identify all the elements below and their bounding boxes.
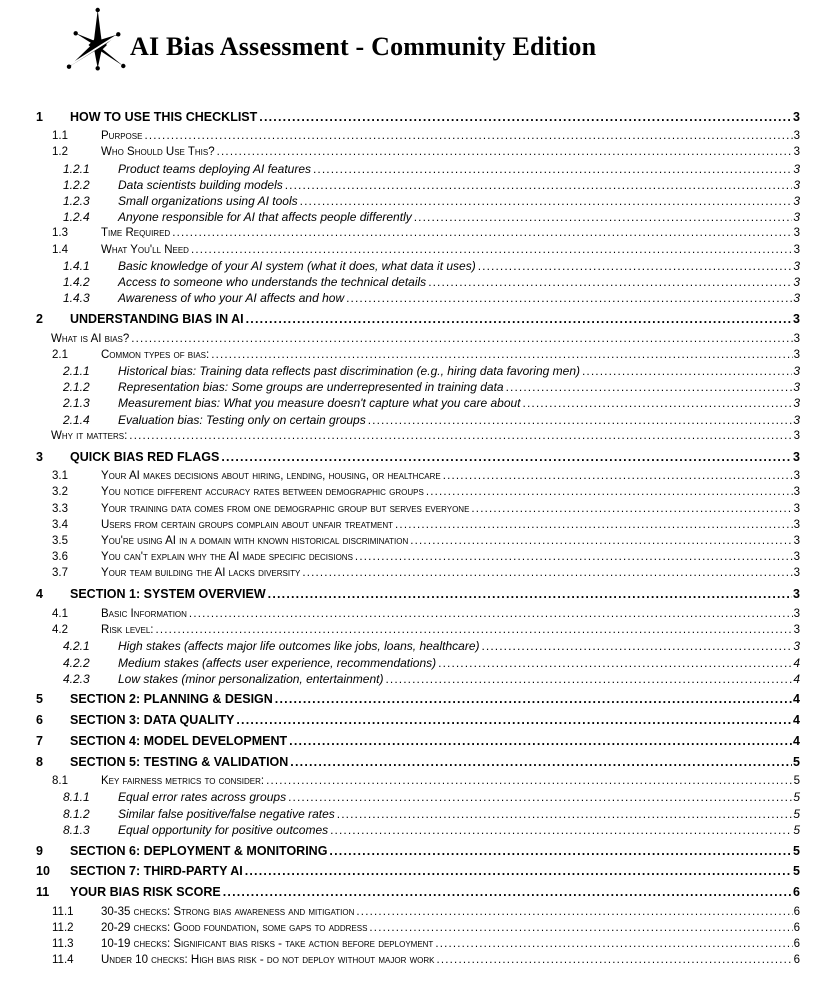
page-number: 3	[793, 486, 800, 499]
leader-dots	[428, 274, 792, 290]
page-number: 3	[793, 364, 800, 379]
document-title: AI Bias Assessment - Community Edition	[130, 32, 597, 61]
toc-entry-title: Equal error rates across groups	[118, 790, 287, 805]
page-number: 3	[793, 146, 800, 159]
toc-entry-number: 2.1.4	[63, 412, 90, 427]
toc-entry[interactable]	[0, 379, 828, 395]
toc-entry[interactable]	[0, 144, 828, 160]
toc-entry-title: Historical bias: Training data reflects past discrimination (e.g., hiring data favoring men)	[118, 364, 580, 379]
page-number: 5	[793, 806, 800, 821]
toc-entry-number: 1	[36, 109, 43, 124]
toc-entry-title: What You'll Need	[101, 243, 189, 256]
toc-entry-title: Access to someone who understands the technical details	[118, 275, 427, 290]
toc-entry-number: 2	[36, 311, 43, 326]
toc-entry-number: 8.1.3	[63, 822, 90, 837]
toc-entry-title: Representation bias: Some groups are underrepresented in training data	[118, 380, 504, 395]
toc-entry-number: 8	[36, 754, 43, 769]
toc-entry[interactable]	[0, 428, 828, 444]
page-number: 3	[793, 380, 800, 395]
toc-entry[interactable]	[0, 884, 828, 900]
leader-dots	[410, 533, 792, 549]
toc-entry-number: 8.1.2	[63, 806, 90, 821]
toc-entry[interactable]	[0, 395, 828, 411]
leader-dots	[385, 671, 792, 687]
leader-dots	[246, 311, 792, 327]
toc-entry-title: Purpose	[101, 130, 143, 143]
leader-dots	[438, 655, 792, 671]
page-number: 3	[793, 502, 800, 515]
toc-entry[interactable]	[0, 311, 828, 327]
toc-entry-title: Why it matters:	[51, 429, 128, 442]
toc-entry-number: 1.4	[52, 243, 68, 256]
toc-entry-number: 3.5	[52, 535, 68, 548]
leader-dots	[506, 379, 793, 395]
toc-entry-title: Similar false positive/false negative rates	[118, 806, 335, 821]
toc-entry-title: SECTION 7: THIRD-PARTY AI	[70, 864, 243, 879]
toc-entry-title: UNDERSTANDING BIAS IN AI	[70, 311, 244, 326]
toc-entry-number: 8.1.1	[63, 790, 90, 805]
toc-entry-number: 4.2.3	[63, 671, 90, 686]
page-number: 6	[793, 921, 800, 934]
toc-entry[interactable]	[0, 517, 828, 533]
page-number: 3	[793, 535, 800, 548]
page-number: 3	[793, 607, 800, 620]
leader-dots	[302, 565, 792, 581]
leader-dots	[356, 904, 792, 920]
leader-dots	[300, 193, 793, 209]
page-number: 3	[793, 429, 800, 442]
toc-entry[interactable]	[0, 904, 828, 920]
toc-entry-number: 11.2	[52, 921, 74, 934]
toc-entry[interactable]	[0, 331, 828, 347]
page-number: 3	[793, 227, 800, 240]
leader-dots	[131, 331, 792, 347]
toc-entry-number: 1.2.4	[63, 210, 90, 225]
toc-entry[interactable]	[0, 412, 828, 428]
toc-entry[interactable]	[0, 128, 828, 144]
toc-entry-number: 4.2.1	[63, 639, 90, 654]
toc-entry-number: 11.4	[52, 954, 74, 967]
toc-entry-title: 30-35 checks: Strong bias awareness and mitigation	[101, 905, 355, 918]
toc-entry[interactable]	[0, 586, 828, 602]
toc-entry-title: High stakes (affects major life outcomes like jobs, loans, healthcare)	[118, 639, 480, 654]
toc-entry-title: Your AI makes decisions about hiring, lending, housing, or healthcare	[101, 470, 441, 483]
toc-entry[interactable]	[0, 565, 828, 581]
toc-entry-title: Data scientists building models	[118, 177, 283, 192]
page-number: 3	[793, 130, 800, 143]
leader-dots	[288, 789, 792, 805]
toc-entry-title: Your team building the AI lacks diversity	[101, 567, 301, 580]
toc-entry[interactable]	[0, 806, 828, 822]
leader-dots	[268, 586, 792, 602]
toc-entry-number: 1.4.3	[63, 291, 90, 306]
page-number: 3	[793, 639, 800, 654]
toc-entry-title: QUICK BIAS RED FLAGS	[70, 449, 220, 464]
page-number: 4	[793, 655, 800, 670]
page-number: 3	[793, 470, 800, 483]
toc-entry-number: 1.2.1	[63, 161, 90, 176]
toc-entry-title: Evaluation bias: Testing only on certain groups	[118, 412, 366, 427]
leader-dots	[245, 863, 792, 879]
page-number: 3	[793, 396, 800, 411]
page-number: 4	[793, 733, 800, 748]
page-number: 3	[793, 449, 800, 464]
toc-entry-number: 2.1.2	[63, 380, 90, 395]
page-number: 5	[793, 864, 800, 879]
toc-entry-number: 6	[36, 713, 43, 728]
toc-entry[interactable]	[0, 161, 828, 177]
leader-dots	[223, 884, 792, 900]
page-number: 6	[793, 884, 800, 899]
page-number: 3	[793, 161, 800, 176]
page-number: 6	[793, 954, 800, 967]
leader-dots	[275, 691, 792, 707]
page-number: 4	[793, 671, 800, 686]
toc-entry-title: YOUR BIAS RISK SCORE	[70, 884, 221, 899]
toc-entry-title: SECTION 6: DEPLOYMENT & MONITORING	[70, 843, 328, 858]
toc-entry[interactable]	[0, 484, 828, 500]
toc-entry-title: Who Should Use This?	[101, 146, 215, 159]
toc-entry-number: 5	[36, 692, 43, 707]
leader-dots	[189, 606, 793, 622]
toc-entry[interactable]	[0, 363, 828, 379]
toc-entry-number: 3.7	[52, 567, 68, 580]
toc-entry-title: SECTION 2: PLANNING & DESIGN	[70, 692, 273, 707]
leader-dots	[329, 843, 792, 859]
table-of-contents	[0, 104, 828, 968]
leader-dots	[289, 733, 792, 749]
toc-entry[interactable]	[0, 468, 828, 484]
toc-entry-title: 20-29 checks: Good foundation, some gaps to address	[101, 921, 368, 934]
toc-entry-number: 1.2.3	[63, 194, 90, 209]
toc-entry[interactable]	[0, 177, 828, 193]
leader-dots	[435, 936, 792, 952]
toc-entry-number: 4.2	[52, 624, 68, 637]
page-number: 3	[793, 243, 800, 256]
toc-entry-title: SECTION 1: SYSTEM OVERVIEW	[70, 587, 266, 602]
toc-entry-title: You notice different accuracy rates between demographic groups	[101, 486, 424, 499]
page-number: 6	[793, 905, 800, 918]
toc-entry[interactable]	[0, 936, 828, 952]
toc-entry-title: Medium stakes (affects user experience, recommendations)	[118, 655, 437, 670]
toc-entry-number: 10	[36, 864, 50, 879]
toc-entry-title: You can't explain why the AI made specific decisions	[101, 551, 353, 564]
toc-entry-number: 3.4	[52, 518, 68, 531]
toc-entry-title: Users from certain groups complain about unfair treatment	[101, 518, 394, 531]
toc-entry[interactable]	[0, 691, 828, 707]
leader-dots	[395, 517, 793, 533]
page-number: 3	[793, 624, 800, 637]
toc-entry-title: SECTION 4: MODEL DEVELOPMENT	[70, 733, 288, 748]
leader-dots	[266, 773, 793, 789]
toc-entry[interactable]	[0, 501, 828, 517]
toc-entry[interactable]	[0, 952, 828, 968]
toc-entry[interactable]	[0, 209, 828, 225]
leader-dots	[414, 209, 793, 225]
leader-dots	[337, 806, 793, 822]
toc-entry[interactable]	[0, 193, 828, 209]
leader-dots	[191, 242, 793, 258]
toc-entry-number: 2.1.1	[63, 364, 90, 379]
toc-entry-number: 3.3	[52, 502, 68, 515]
leader-dots	[582, 363, 792, 379]
page-number: 3	[793, 348, 800, 361]
toc-entry-title: Anyone responsible for AI that affects people differently	[118, 210, 412, 225]
page-number: 3	[793, 587, 800, 602]
page-number: 4	[793, 713, 800, 728]
toc-entry-title: You're using AI in a domain with known historical discrimination	[101, 535, 409, 548]
toc-entry[interactable]	[0, 789, 828, 805]
toc-entry[interactable]	[0, 606, 828, 622]
page-number: 5	[793, 843, 800, 858]
leader-dots	[471, 501, 792, 517]
toc-entry[interactable]	[0, 712, 828, 728]
toc-entry[interactable]	[0, 242, 828, 258]
toc-entry[interactable]	[0, 622, 828, 638]
page-number: 3	[793, 275, 800, 290]
toc-entry-title: Common types of bias:	[101, 348, 210, 361]
leader-dots	[172, 225, 792, 241]
leader-dots	[221, 449, 792, 465]
toc-entry-title: Awareness of who your AI affects and how	[118, 291, 345, 306]
toc-entry[interactable]	[0, 638, 828, 654]
toc-entry-number: 9	[36, 843, 43, 858]
leader-dots	[313, 161, 792, 177]
leader-dots	[436, 952, 792, 968]
toc-entry[interactable]	[0, 754, 828, 770]
toc-entry[interactable]	[0, 347, 828, 363]
toc-entry-title: Time Required	[101, 227, 171, 240]
toc-entry-number: 2.1.3	[63, 396, 90, 411]
page-number: 5	[793, 822, 800, 837]
toc-entry-number: 1.2.2	[63, 177, 90, 192]
toc-entry-number: 4.2.2	[63, 655, 90, 670]
toc-entry-number: 11.3	[52, 938, 74, 951]
document-header	[0, 0, 828, 100]
leader-dots	[478, 258, 793, 274]
toc-entry-title: Equal opportunity for positive outcomes	[118, 822, 329, 837]
toc-entry-number: 1.2	[52, 146, 68, 159]
toc-entry-title: 10-19 checks: Significant bias risks - take action before deployment	[101, 938, 434, 951]
leader-dots	[368, 412, 793, 428]
toc-entry[interactable]	[0, 920, 828, 936]
toc-entry[interactable]	[0, 533, 828, 549]
toc-entry-number: 1.1	[52, 130, 68, 143]
toc-entry[interactable]	[0, 290, 828, 306]
leader-dots	[211, 347, 792, 363]
leader-dots	[144, 128, 792, 144]
leader-dots	[443, 468, 793, 484]
toc-entry-number: 4	[36, 587, 43, 602]
toc-entry[interactable]	[0, 671, 828, 687]
toc-entry-number: 3	[36, 449, 43, 464]
page-number: 3	[793, 210, 800, 225]
toc-entry-number: 2.1	[52, 348, 68, 361]
toc-entry[interactable]	[0, 449, 828, 465]
leader-dots	[285, 177, 793, 193]
leader-dots	[523, 395, 793, 411]
leader-dots	[156, 622, 793, 638]
toc-entry-number: 11.1	[52, 905, 74, 918]
toc-entry[interactable]	[0, 655, 828, 671]
toc-entry-title: Small organizations using AI tools	[118, 194, 298, 209]
toc-entry-title: Basic knowledge of your AI system (what it does, what data it uses)	[118, 258, 476, 273]
page-number: 5	[793, 790, 800, 805]
toc-entry-title: SECTION 3: DATA QUALITY	[70, 713, 235, 728]
toc-entry-number: 8.1	[52, 775, 68, 788]
leader-dots	[129, 428, 792, 444]
toc-entry[interactable]	[0, 109, 828, 125]
toc-entry-title: Low stakes (minor personalization, entertainment)	[118, 671, 384, 686]
page-number: 5	[793, 754, 800, 769]
page-number: 3	[793, 291, 800, 306]
toc-entry-title: Your training data comes from one demographic group but serves everyone	[101, 502, 470, 515]
toc-entry[interactable]	[0, 863, 828, 879]
page-number: 3	[793, 258, 800, 273]
toc-entry-title: Key fairness metrics to consider:	[101, 775, 265, 788]
toc-entry-number: 3.6	[52, 551, 68, 564]
toc-entry-title: SECTION 5: TESTING & VALIDATION	[70, 754, 289, 769]
toc-entry[interactable]	[0, 258, 828, 274]
leader-dots	[355, 549, 793, 565]
toc-entry-title: Product teams deploying AI features	[118, 161, 311, 176]
toc-entry-title: Under 10 checks: High bias risk - do not deploy without major work	[101, 954, 435, 967]
toc-entry-title: Measurement bias: What you measure doesn't capture what you care about	[118, 396, 521, 411]
toc-entry[interactable]	[0, 549, 828, 565]
toc-entry[interactable]	[0, 822, 828, 838]
page-number: 3	[793, 332, 800, 345]
toc-entry-number: 1.4.2	[63, 275, 90, 290]
toc-entry[interactable]	[0, 225, 828, 241]
toc-entry-number: 1.4.1	[63, 258, 90, 273]
page-number: 3	[793, 177, 800, 192]
leader-dots	[217, 144, 793, 160]
toc-entry-number: 7	[36, 733, 43, 748]
toc-entry[interactable]	[0, 773, 828, 789]
page-number: 6	[793, 938, 800, 951]
page-number: 3	[793, 518, 800, 531]
toc-entry-number: 1.3	[52, 227, 68, 240]
page-number: 3	[793, 194, 800, 209]
leader-dots	[346, 290, 792, 306]
page-number: 3	[793, 551, 800, 564]
leader-dots	[330, 822, 792, 838]
page-number: 3	[793, 311, 800, 326]
toc-entry[interactable]	[0, 733, 828, 749]
leader-dots	[482, 638, 793, 654]
toc-entry-title: Basic Information	[101, 607, 187, 620]
leader-dots	[426, 484, 793, 500]
toc-entry-title: What is AI bias?	[51, 332, 130, 345]
toc-entry-title: Risk level:	[101, 624, 154, 637]
leader-dots	[290, 754, 792, 770]
page-number: 4	[793, 692, 800, 707]
page-number: 5	[793, 775, 800, 788]
page-number: 3	[793, 412, 800, 427]
page-number: 3	[793, 109, 800, 124]
star-asterisk-icon	[55, 0, 135, 80]
leader-dots	[369, 920, 792, 936]
toc-entry-number: 3.1	[52, 470, 68, 483]
leader-dots	[259, 109, 792, 125]
toc-entry-title: HOW TO USE THIS CHECKLIST	[70, 109, 258, 124]
toc-entry[interactable]	[0, 274, 828, 290]
leader-dots	[236, 712, 792, 728]
page-number: 3	[793, 567, 800, 580]
toc-entry-number: 3.2	[52, 486, 68, 499]
toc-entry[interactable]	[0, 843, 828, 859]
toc-entry-number: 11	[36, 884, 50, 899]
toc-entry-number: 4.1	[52, 607, 68, 620]
